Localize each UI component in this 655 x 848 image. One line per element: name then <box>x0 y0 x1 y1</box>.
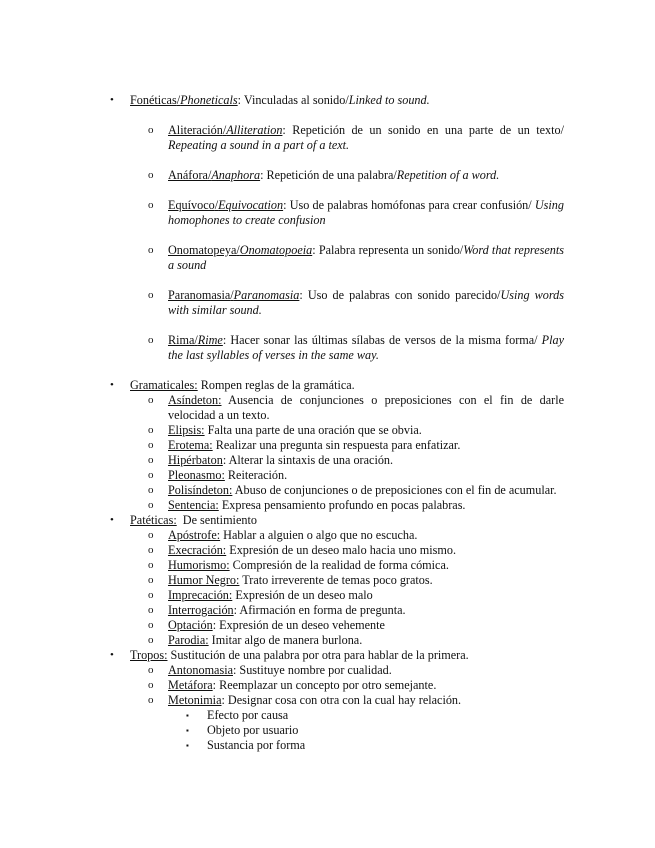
item-term: Pleonasmo: <box>168 468 225 482</box>
item-desc: Hablar a alguien o algo que no escucha. <box>220 528 418 542</box>
list-item <box>0 693 564 708</box>
item-term: Onomatopeya/Onomatopoeia <box>168 243 313 257</box>
bullet-icon: • <box>110 94 114 106</box>
item-desc: Ausencia de conjunciones o preposiciones con el fin de darle velocidad a un texto. <box>168 393 564 422</box>
item-desc-en: Repeating a sound in a part of a text. <box>168 138 350 152</box>
circle-bullet-icon: o <box>148 169 154 181</box>
circle-bullet-icon: o <box>148 439 154 451</box>
circle-bullet-icon: o <box>148 664 154 676</box>
list-item <box>0 603 564 618</box>
item-desc: Imitar algo de manera burlona. <box>208 633 363 647</box>
circle-bullet-icon: o <box>148 289 154 301</box>
circle-bullet-icon: o <box>148 679 154 691</box>
section-term: Gramaticales: <box>130 378 198 392</box>
section-term: Fonéticas/Phoneticals <box>130 93 238 107</box>
item-term: Apóstrofe: <box>168 528 221 542</box>
bullet-icon: • <box>110 649 114 661</box>
item-desc-en: Word that represents a sound <box>168 243 564 272</box>
item-desc: Reiteración. <box>224 468 288 482</box>
square-bullet-icon: ▪ <box>186 726 189 735</box>
section-desc: Sustitución de una palabra por otra para hablar de la primera. <box>167 648 469 662</box>
list-item <box>0 573 564 588</box>
item-term: Erotema: <box>168 438 213 452</box>
circle-bullet-icon: o <box>148 394 154 406</box>
circle-bullet-icon: o <box>148 334 154 346</box>
circle-bullet-icon: o <box>148 469 154 481</box>
item-desc: Expresión de un deseo malo <box>232 588 373 602</box>
item-desc: : Reemplazar un concepto por otro semejante. <box>212 678 437 692</box>
circle-bullet-icon: o <box>148 484 154 496</box>
item-desc: Trato irreverente de temas poco gratos. <box>239 573 433 587</box>
spacer <box>0 363 655 378</box>
list-item <box>0 243 564 273</box>
item-term: Sentencia: <box>168 498 219 512</box>
list-item <box>0 678 564 693</box>
bullet-icon: • <box>110 379 114 391</box>
item-desc-en: Repetition of a word. <box>396 168 500 182</box>
item-desc: : Designar cosa con otra con la cual hay relación. <box>221 693 462 707</box>
list-item <box>0 288 564 318</box>
list-item <box>0 423 564 438</box>
item-desc: : Repetición de un sonido en una parte de un texto/ <box>282 123 564 137</box>
circle-bullet-icon: o <box>148 244 154 256</box>
item-term: Optación <box>168 618 213 632</box>
circle-bullet-icon: o <box>148 619 154 631</box>
item-term: Equívoco/Equivocation <box>168 198 284 212</box>
spacer <box>0 318 655 333</box>
item-term: Interrogación <box>168 603 234 617</box>
item-term: Humor Negro: <box>168 573 240 587</box>
section-desc: De sentimiento <box>176 513 257 527</box>
item-term: Aliteración/Alliteration <box>168 123 283 137</box>
item-term: Antonomasia <box>168 663 233 677</box>
bullet-icon: • <box>110 514 114 526</box>
item-desc: Realizar una pregunta sin respuesta para enfatizar. <box>212 438 461 452</box>
item-term: Metonimia <box>168 693 222 707</box>
item-desc: Abuso de conjunciones o de preposiciones con el fin de acumular. <box>232 483 557 497</box>
list-item <box>0 453 564 468</box>
circle-bullet-icon: o <box>148 589 154 601</box>
circle-bullet-icon: o <box>148 424 154 436</box>
spacer <box>0 273 655 288</box>
list-item <box>0 168 564 183</box>
sub-list-item <box>0 738 655 753</box>
section-tropos <box>0 648 565 663</box>
item-desc: : Uso de palabras con sonido parecido/ <box>299 288 501 302</box>
list-item <box>0 498 564 513</box>
item-desc: : Repetición de una palabra/ <box>260 168 397 182</box>
item-desc: : Uso de palabras homófonas para crear confusión/ <box>283 198 535 212</box>
item-desc-en: Play the last syllables of verses in the same way. <box>168 333 564 362</box>
sub-item-text: Efecto por causa <box>207 708 289 722</box>
list-item <box>0 558 564 573</box>
item-term: Paranomasia/Paranomasia <box>168 288 300 302</box>
section-foneticas: • Fonéticas/Phoneticals: Vinculadas al sonido/Linked to sound. <box>110 93 430 107</box>
circle-bullet-icon: o <box>148 199 154 211</box>
sub-list-item <box>0 723 655 738</box>
section-desc-en: Linked to sound. <box>348 93 430 107</box>
list-item <box>0 588 564 603</box>
item-desc: Expresa pensamiento profundo en pocas palabras. <box>218 498 466 512</box>
item-term: Elipsis: <box>168 423 205 437</box>
list-item <box>0 123 564 153</box>
item-term: Metáfora <box>168 678 213 692</box>
list-item <box>0 393 564 423</box>
circle-bullet-icon: o <box>148 694 154 706</box>
circle-bullet-icon: o <box>148 634 154 646</box>
item-desc: : Alterar la sintaxis de una oración. <box>222 453 394 467</box>
item-term: Humorismo: <box>168 558 230 572</box>
section-desc: Rompen reglas de la gramática. <box>197 378 355 392</box>
circle-bullet-icon: o <box>148 544 154 556</box>
square-bullet-icon: ▪ <box>186 711 189 720</box>
sub-item-text: Objeto por usuario <box>207 723 299 737</box>
spacer <box>0 153 655 168</box>
circle-bullet-icon: o <box>148 499 154 511</box>
list-item <box>0 468 564 483</box>
item-term: Parodia: <box>168 633 209 647</box>
circle-bullet-icon: o <box>148 124 154 136</box>
item-term: Polisíndeton: <box>168 483 233 497</box>
section-pateticas <box>0 513 565 528</box>
item-desc: : Hacer sonar las últimas sílabas de versos de la misma forma/ <box>222 333 542 347</box>
item-desc: : Afirmación en forma de pregunta. <box>233 603 406 617</box>
list-item <box>0 618 564 633</box>
figures-list <box>0 93 655 753</box>
item-term: Anáfora/Anaphora <box>168 168 261 182</box>
circle-bullet-icon: o <box>148 574 154 586</box>
section-desc: Vinculadas al sonido/ <box>241 93 349 107</box>
list-item <box>0 438 564 453</box>
square-bullet-icon: ▪ <box>186 741 189 750</box>
circle-bullet-icon: o <box>148 559 154 571</box>
spacer <box>0 183 655 198</box>
section-term: Tropos: <box>130 648 168 662</box>
item-term: Rima/Rime <box>168 333 223 347</box>
item-desc: Compresión de la realidad de forma cómica. <box>229 558 449 572</box>
item-desc: Falta una parte de una oración que se obvia. <box>204 423 422 437</box>
item-desc: : Expresión de un deseo vehemente <box>212 618 385 632</box>
section-term: Patéticas: <box>130 513 177 527</box>
circle-bullet-icon: o <box>148 529 154 541</box>
item-desc: Expresión de un deseo malo hacia uno mismo. <box>226 543 457 557</box>
item-desc: : Sustituye nombre por cualidad. <box>233 663 392 677</box>
item-term: Asíndeton: <box>168 393 222 407</box>
item-desc: : Palabra representa un sonido/ <box>312 243 464 257</box>
item-term: Imprecación: <box>168 588 233 602</box>
list-item <box>0 528 564 543</box>
list-item <box>0 663 564 678</box>
item-term: Hipérbaton <box>168 453 223 467</box>
circle-bullet-icon: o <box>148 454 154 466</box>
list-item <box>0 333 564 363</box>
spacer <box>0 228 655 243</box>
list-item <box>0 483 564 498</box>
item-desc-en: Using homophones to create confusion <box>168 198 564 227</box>
spacer <box>0 108 655 123</box>
sub-list-item <box>0 708 655 723</box>
circle-bullet-icon: o <box>148 604 154 616</box>
list-item <box>0 633 564 648</box>
section-gramaticales <box>0 378 565 393</box>
item-desc-en: Using words with similar sound. <box>168 288 565 317</box>
list-item <box>0 198 564 228</box>
sub-item-text: Sustancia por forma <box>207 738 306 752</box>
list-item <box>0 543 564 558</box>
item-term: Execración: <box>168 543 227 557</box>
